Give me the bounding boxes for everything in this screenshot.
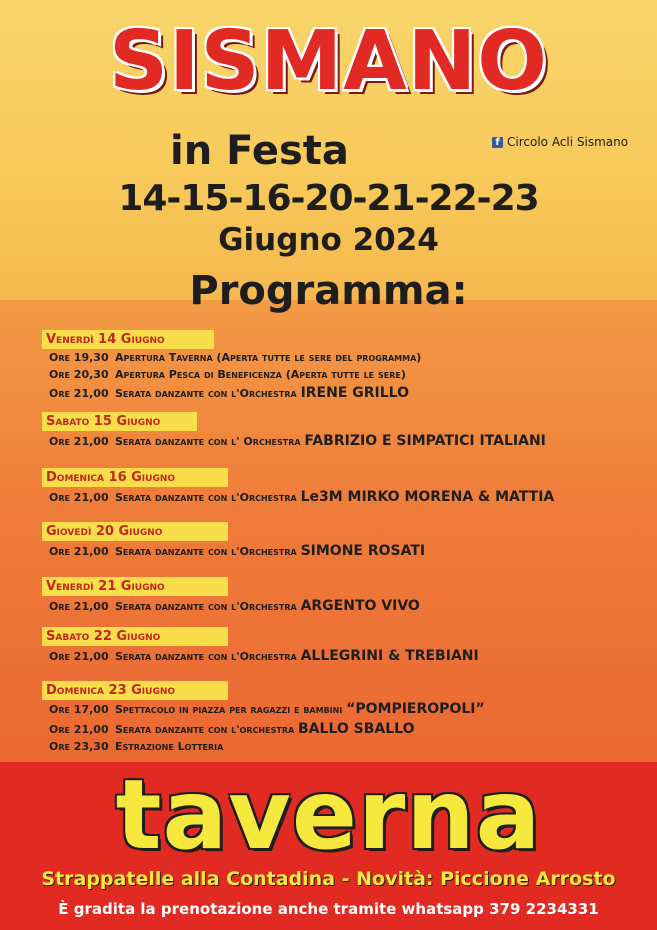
event-row xyxy=(49,719,414,739)
event-text: Serata danzante con l'orchestra xyxy=(115,723,295,736)
event-text: Apertura Taverna (Aperta tutte le sere del programma) xyxy=(115,351,422,364)
event-row xyxy=(49,646,479,666)
event-text: Serata danzante con l'Orchestra xyxy=(115,545,297,558)
day-heading: Sabato 15 Giugno xyxy=(42,412,197,431)
event-title: SISMANO xyxy=(108,14,549,109)
taverna-heading: taverna xyxy=(115,759,542,871)
booking-note: È gradita la prenotazione anche tramite whatsapp 379 2234331 xyxy=(58,900,599,918)
event-time: Ore 19,30 xyxy=(49,351,109,364)
event-time: Ore 21,00 xyxy=(49,491,109,504)
event-time: Ore 23,30 xyxy=(49,740,109,753)
event-text: Serata danzante con l' Orchestra xyxy=(115,435,301,448)
day-heading: Venerdì 21 Giugno xyxy=(42,577,228,596)
event-performer: “POMPIEROPOLI” xyxy=(346,701,485,717)
event-time: Ore 17,00 xyxy=(49,703,109,716)
event-time: Ore 21,00 xyxy=(49,600,109,613)
event-text: Serata danzante con l'Orchestra xyxy=(115,387,297,400)
event-performer: Le3M MIRKO MORENA & MATTIA xyxy=(300,489,555,505)
event-month: Giugno 2024 xyxy=(218,222,439,258)
event-performer: ALLEGRINI & TREBIANI xyxy=(300,648,479,664)
event-row xyxy=(49,431,546,451)
program-title: Programma: xyxy=(189,268,468,314)
event-row xyxy=(49,487,554,507)
event-row xyxy=(49,699,485,719)
event-dates: 14-15-16-20-21-22-23 xyxy=(118,178,539,219)
day-heading: Sabato 22 Giugno xyxy=(42,627,228,646)
day-heading: Domenica 23 Giugno xyxy=(42,681,228,700)
event-subtitle: in Festa xyxy=(170,128,349,174)
event-time: Ore 20,30 xyxy=(49,368,109,381)
event-text: Apertura Pesca di Beneficenza (Aperta tutte le sere) xyxy=(115,368,406,381)
event-text: Serata danzante con l'Orchestra xyxy=(115,650,297,663)
facebook-icon: f xyxy=(492,137,503,148)
social-label: Circolo Acli Sismano xyxy=(507,135,629,149)
event-performer: BALLO SBALLO xyxy=(298,721,415,737)
event-performer: ARGENTO VIVO xyxy=(300,598,420,614)
event-time: Ore 21,00 xyxy=(49,545,109,558)
event-text: Serata danzante con l'Orchestra xyxy=(115,600,297,613)
event-text: Spettacolo in piazza per ragazzi e bambini xyxy=(115,703,343,716)
event-performer: FABRIZIO E SIMPATICI ITALIANI xyxy=(304,433,546,449)
event-text: Serata danzante con l'Orchestra xyxy=(115,491,297,504)
event-performer: IRENE GRILLO xyxy=(300,385,409,401)
event-row xyxy=(49,541,425,561)
event-time: Ore 21,00 xyxy=(49,387,109,400)
event-text: Estrazione Lotteria xyxy=(115,740,224,753)
event-row xyxy=(49,596,420,616)
day-heading: Domenica 16 Giugno xyxy=(42,468,228,487)
event-time: Ore 21,00 xyxy=(49,650,109,663)
event-row xyxy=(49,365,406,385)
event-time: Ore 21,00 xyxy=(49,435,109,448)
event-row xyxy=(49,737,223,757)
event-row xyxy=(49,383,409,403)
day-heading: Venerdì 14 Giugno xyxy=(42,330,214,349)
social-link[interactable] xyxy=(492,135,628,149)
menu-dishes: Strappatelle alla Contadina - Novità: Piccione Arrosto xyxy=(41,868,616,890)
event-performer: SIMONE ROSATI xyxy=(300,543,426,559)
day-heading: Giovedì 20 Giugno xyxy=(42,522,228,541)
event-time: Ore 21,00 xyxy=(49,723,109,736)
